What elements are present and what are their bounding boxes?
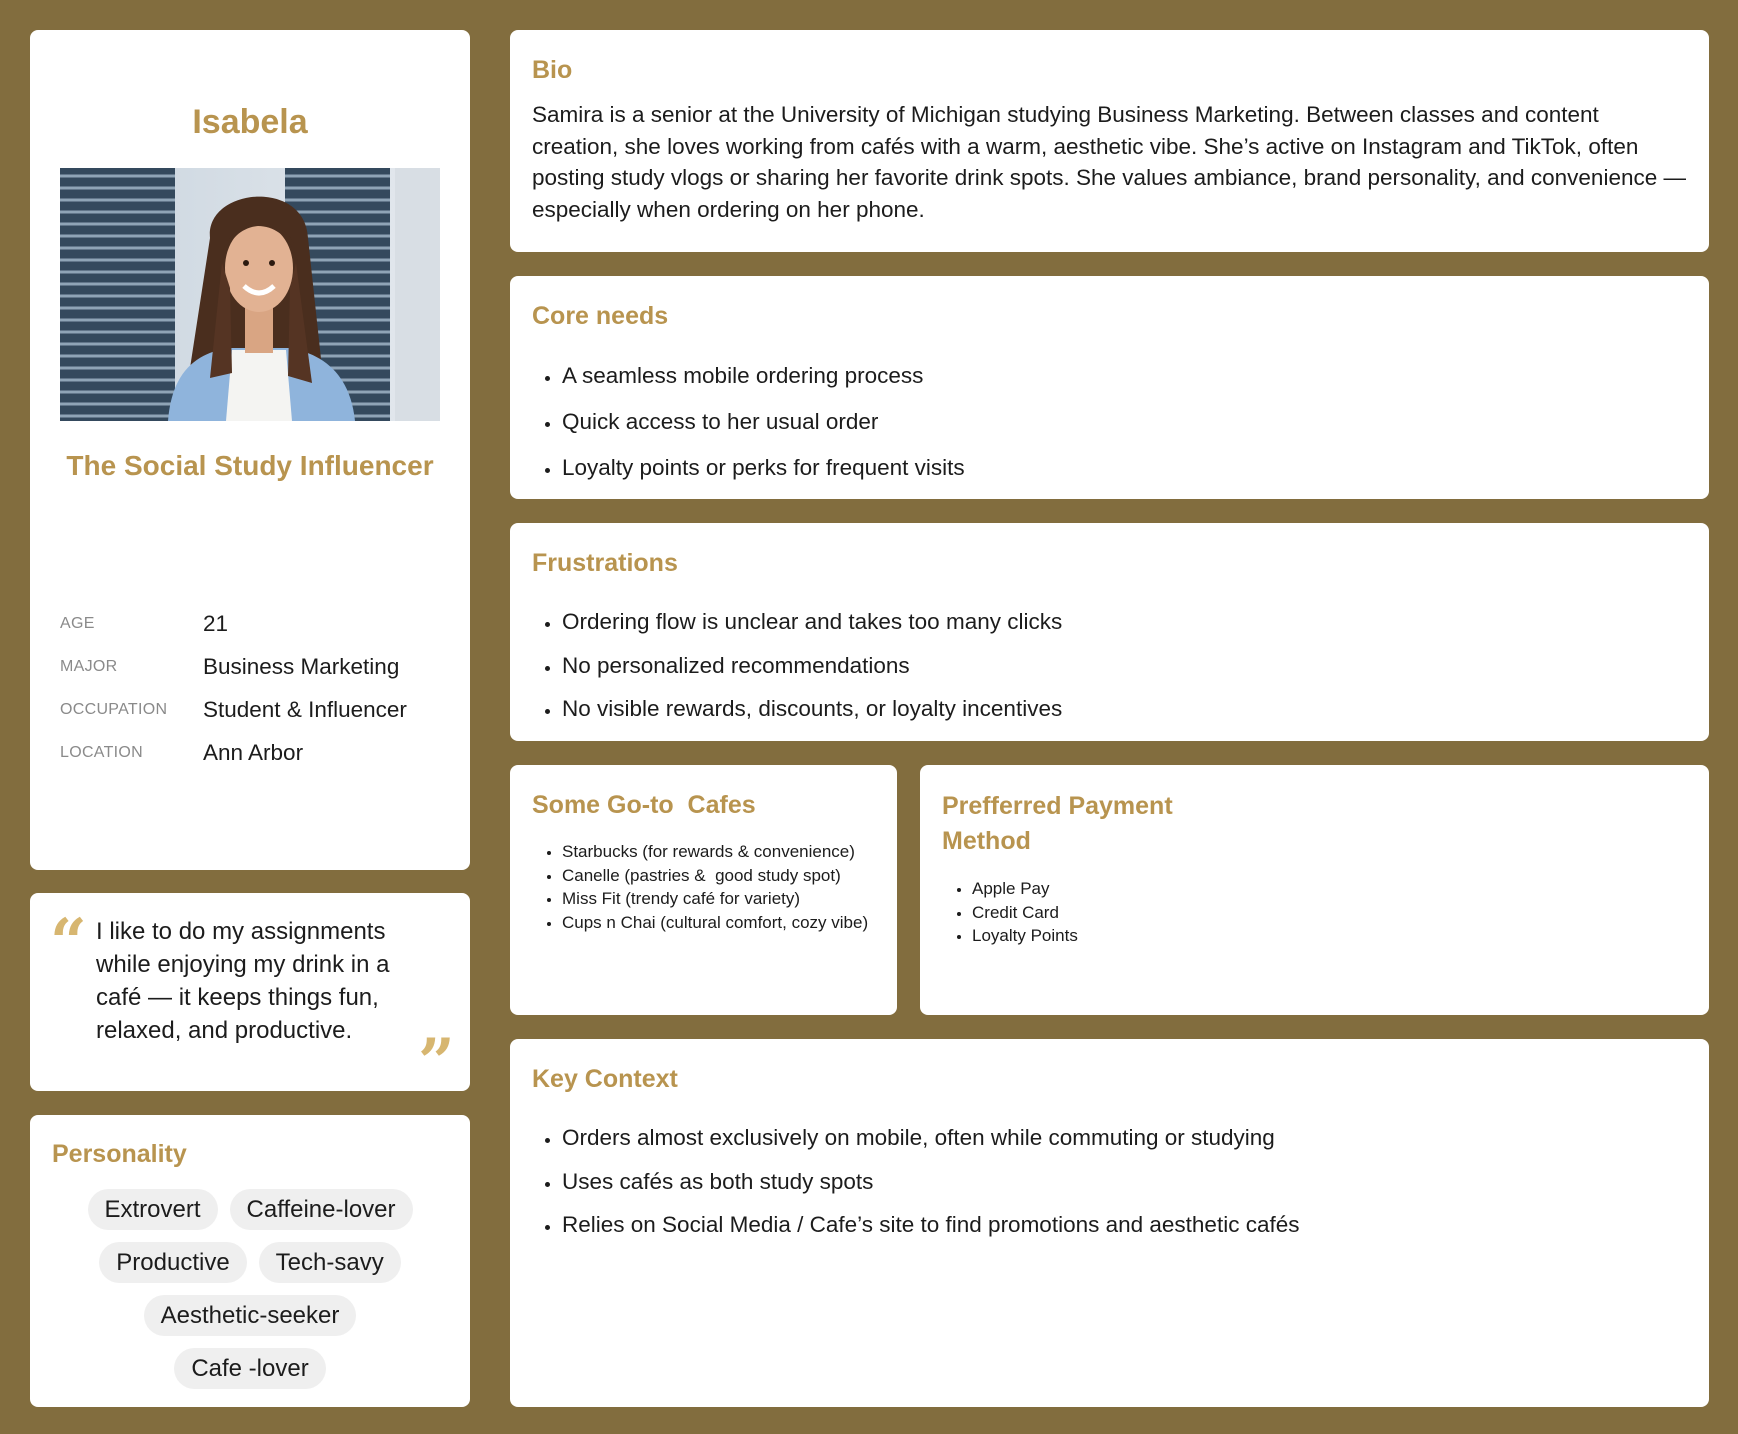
personality-tag: Cafe -lover bbox=[174, 1348, 325, 1389]
personality-tag: Tech-savy bbox=[259, 1242, 401, 1283]
payment-method-list bbox=[942, 877, 1687, 948]
tag-row bbox=[30, 1189, 470, 1242]
list-item: • Cups n Chai (cultural comfort, cozy vibe) bbox=[562, 911, 875, 935]
bio-text: Samira is a senior at the University of Michigan studying Business Marketing. Between classes and content creation, she loves working from cafés with a warm, aesthetic vibe. She’s active on Instagram and TikTok, often posting study vlogs or sharing her favorite drink spots. She values ambiance, brand personality, and convenience — especially when ordering on her phone. bbox=[532, 102, 1686, 222]
fact-label: MAJOR bbox=[60, 657, 118, 675]
bio-card bbox=[510, 30, 1709, 252]
persona-role-title: The Social Study Influencer bbox=[66, 450, 434, 481]
fact-row-age bbox=[60, 602, 450, 645]
close-quote-icon: ” bbox=[418, 1025, 455, 1100]
profile-card bbox=[30, 30, 470, 870]
personality-tag: Caffeine-lover bbox=[230, 1189, 413, 1230]
core-needs-list bbox=[532, 353, 1687, 491]
persona-photo bbox=[60, 168, 440, 421]
key-context-list bbox=[532, 1116, 1687, 1247]
fact-row-location bbox=[60, 731, 450, 774]
list-item: • Ordering flow is unclear and takes too many clicks bbox=[562, 600, 1687, 644]
fact-label: LOCATION bbox=[60, 743, 144, 761]
list-item: • Credit Card bbox=[972, 901, 1687, 925]
persona-photo-illustration bbox=[60, 168, 440, 421]
fact-row-occupation bbox=[60, 688, 450, 731]
key-context-title: Key Context bbox=[532, 1065, 678, 1093]
list-item: • A seamless mobile ordering process bbox=[562, 353, 1687, 399]
core-needs-card bbox=[510, 276, 1709, 499]
payment-method-card bbox=[920, 765, 1709, 1015]
fact-value: Ann Arbor bbox=[203, 739, 304, 765]
frustrations-card bbox=[510, 523, 1709, 741]
cafes-title: Some Go-to Cafes bbox=[532, 791, 756, 819]
personality-tag: Aesthetic-seeker bbox=[144, 1295, 357, 1336]
personality-title: Personality bbox=[52, 1140, 187, 1168]
tag-row bbox=[30, 1242, 470, 1295]
fact-label: AGE bbox=[60, 614, 95, 632]
tag-row bbox=[30, 1295, 470, 1348]
tag-row bbox=[30, 1348, 470, 1401]
cafes-list bbox=[532, 840, 875, 934]
list-item: • Loyalty Points bbox=[972, 924, 1687, 948]
fact-row-major bbox=[60, 645, 450, 688]
persona-name: Isabela bbox=[192, 103, 308, 141]
quote-text: I like to do my assignments while enjoying my drink in a café — it keeps things fun, relaxed, and productive. bbox=[96, 918, 390, 1044]
persona-facts bbox=[60, 602, 450, 774]
personality-tag: Productive bbox=[99, 1242, 246, 1283]
key-context-card bbox=[510, 1039, 1709, 1407]
list-item: • Relies on Social Media / Cafe’s site to find promotions and aesthetic cafés bbox=[562, 1203, 1687, 1247]
fact-value: Business Marketing bbox=[203, 653, 400, 679]
list-item: • Starbucks (for rewards & convenience) bbox=[562, 840, 875, 864]
list-item: • Canelle (pastries & good study spot) bbox=[562, 864, 875, 888]
list-item: • Quick access to her usual order bbox=[562, 399, 1687, 445]
list-item: • Uses cafés as both study spots bbox=[562, 1160, 1687, 1204]
personality-card bbox=[30, 1115, 470, 1407]
list-item: • No visible rewards, discounts, or loyalty incentives bbox=[562, 687, 1687, 731]
frustrations-list bbox=[532, 600, 1687, 731]
cafes-card bbox=[510, 765, 897, 1015]
list-item: • Loyalty points or perks for frequent visits bbox=[562, 445, 1687, 491]
fact-label: OCCUPATION bbox=[60, 700, 168, 718]
list-item: • Apple Pay bbox=[972, 877, 1687, 901]
personality-tag: Extrovert bbox=[88, 1189, 218, 1230]
bio-title: Bio bbox=[532, 56, 573, 84]
list-item: • Orders almost exclusively on mobile, often while commuting or studying bbox=[562, 1116, 1687, 1160]
frustrations-title: Frustrations bbox=[532, 549, 678, 577]
core-needs-title: Core needs bbox=[532, 302, 669, 330]
list-item: • No personalized recommendations bbox=[562, 644, 1687, 688]
quote-card bbox=[30, 893, 470, 1100]
open-quote-icon: “ bbox=[50, 905, 87, 980]
personality-tags bbox=[30, 1189, 470, 1401]
fact-value: Student & Influencer bbox=[203, 696, 407, 722]
payment-method-title: Prefferred Payment Method bbox=[942, 792, 1173, 855]
list-item: • Miss Fit (trendy café for variety) bbox=[562, 887, 875, 911]
fact-value: 21 bbox=[203, 610, 229, 636]
